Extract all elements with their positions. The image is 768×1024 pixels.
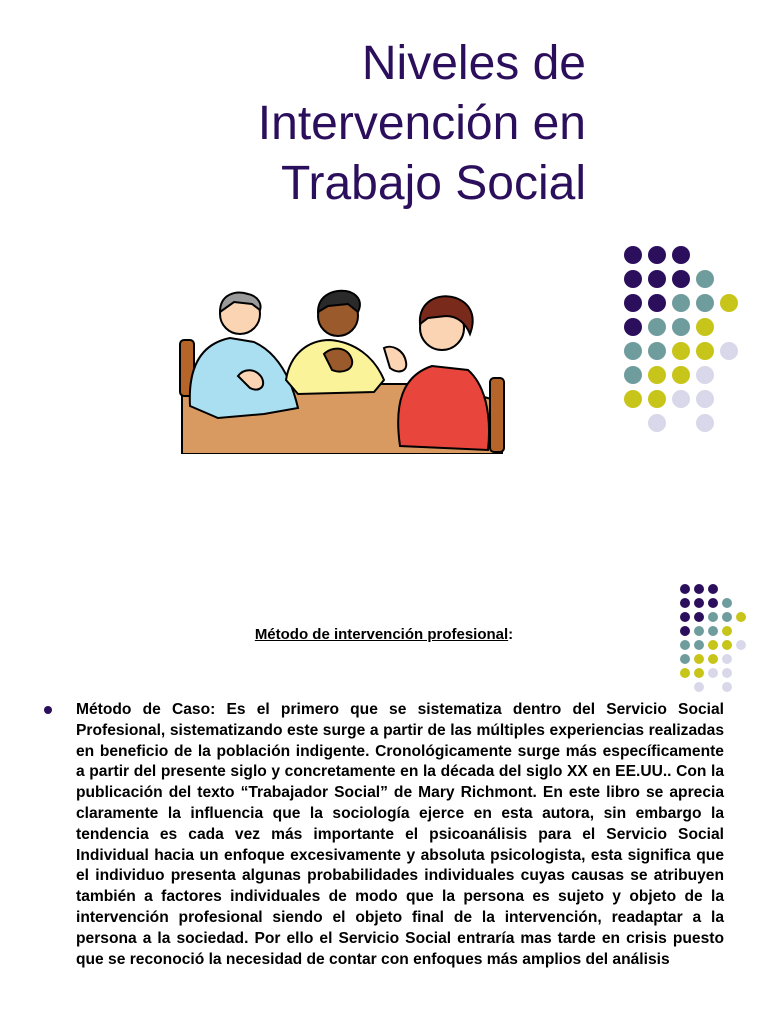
- decorative-dot: [694, 584, 704, 594]
- decorative-dot: [708, 654, 718, 664]
- decorative-dot: [696, 318, 714, 336]
- decorative-dot: [694, 668, 704, 678]
- decorative-dot: [624, 366, 642, 384]
- decorative-dot: [672, 246, 690, 264]
- decorative-dot: [722, 626, 732, 636]
- decorative-dot: [694, 612, 704, 622]
- decorative-dot: [694, 640, 704, 650]
- decorative-dot: [708, 584, 718, 594]
- decorative-dot: [648, 294, 666, 312]
- decorative-dot: [624, 246, 642, 264]
- decorative-dot: [696, 342, 714, 360]
- decorative-dot: [722, 682, 732, 692]
- title-line-3: Trabajo Social: [280, 157, 586, 210]
- decorative-dot: [624, 318, 642, 336]
- decorative-dot: [672, 270, 690, 288]
- section-heading: [0, 626, 768, 643]
- decorative-dot: [680, 612, 690, 622]
- chair-right: [490, 378, 504, 452]
- decorative-dot: [722, 598, 732, 608]
- bullet-term: Método de Caso:: [76, 701, 216, 718]
- person-right-body: [398, 366, 489, 450]
- decorative-dot: [708, 640, 718, 650]
- bullet-body-text: Es el primero que se sistematiza dentro del Servicio Social Profesional, sistematizando este surge a partir de las múltiples experiencias realizadas en beneficio de la población indigente. Cronológicamente surge más específicamente a partir del presente siglo y concretamente en la década del siglo XX en EE.UU.. Con la publicación del texto “Trabajador Social” de Mary Richmont. En este libro se aprecia claramente la influencia que la sociología ejerce en esta autora, sin embargo la tendencia es cada vez más importante el psicoanálisis para el Servicio Social Individual hacia un enfoque excesivamente y absoluta psicologista, esta significa que el individuo presenta algunas probabilidades individuales cuyas causas se atribuyen también a factores individuales de modo que la persona es sujeto y objeto de la intervención profesional siendo el objeto final de la intervención, readaptar a la persona a la sociedad. Por ello el Servicio Social entraría mas tarde en crisis puesto que se reconoció la necesidad de contar con enfoques más amplios del análisis: [76, 701, 724, 968]
- decorative-dot: [694, 682, 704, 692]
- decorative-dot: [680, 668, 690, 678]
- section-heading-colon: :: [508, 626, 514, 643]
- decorative-dot: [648, 318, 666, 336]
- decorative-dot: [680, 584, 690, 594]
- decorative-dot: [624, 390, 642, 408]
- decorative-dot: [708, 626, 718, 636]
- meeting-clipart-image: [178, 288, 506, 454]
- title-line-1: Niveles de: [361, 37, 586, 90]
- decorative-dot: [696, 294, 714, 312]
- bullet-list: [44, 700, 724, 970]
- decorative-dot: [736, 612, 746, 622]
- decorative-dot: [648, 270, 666, 288]
- decorative-dot: [672, 318, 690, 336]
- decorative-dot: [722, 654, 732, 664]
- decorative-dot: [722, 612, 732, 622]
- decorative-dots-small: [680, 584, 756, 698]
- decorative-dot: [672, 294, 690, 312]
- bullet-dot-icon: [44, 706, 52, 714]
- decorative-dot: [720, 294, 738, 312]
- decorative-dot: [736, 640, 746, 650]
- decorative-dot: [680, 654, 690, 664]
- decorative-dot: [680, 640, 690, 650]
- decorative-dot: [708, 598, 718, 608]
- decorative-dot: [624, 294, 642, 312]
- decorative-dot: [696, 366, 714, 384]
- decorative-dot: [648, 390, 666, 408]
- bullet-paragraph: [76, 700, 724, 970]
- decorative-dot: [648, 366, 666, 384]
- decorative-dot: [648, 414, 666, 432]
- slide-title: [258, 34, 586, 214]
- decorative-dot: [708, 612, 718, 622]
- decorative-dot: [672, 342, 690, 360]
- decorative-dot: [720, 342, 738, 360]
- decorative-dot: [672, 390, 690, 408]
- decorative-dot: [722, 640, 732, 650]
- decorative-dot: [722, 668, 732, 678]
- decorative-dot: [696, 414, 714, 432]
- decorative-dot: [648, 342, 666, 360]
- decorative-dots-large: [624, 246, 754, 442]
- decorative-dot: [680, 598, 690, 608]
- decorative-dot: [672, 366, 690, 384]
- decorative-dot: [694, 598, 704, 608]
- decorative-dot: [680, 626, 690, 636]
- decorative-dot: [694, 654, 704, 664]
- title-line-2: Intervención en: [257, 97, 586, 150]
- decorative-dot: [696, 270, 714, 288]
- decorative-dot: [694, 626, 704, 636]
- decorative-dot: [648, 246, 666, 264]
- decorative-dot: [624, 270, 642, 288]
- section-heading-text: Método de intervención profesional: [254, 626, 509, 643]
- decorative-dot: [708, 668, 718, 678]
- decorative-dot: [696, 390, 714, 408]
- decorative-dot: [624, 342, 642, 360]
- bullet-item-metodo-de-caso: [44, 700, 724, 970]
